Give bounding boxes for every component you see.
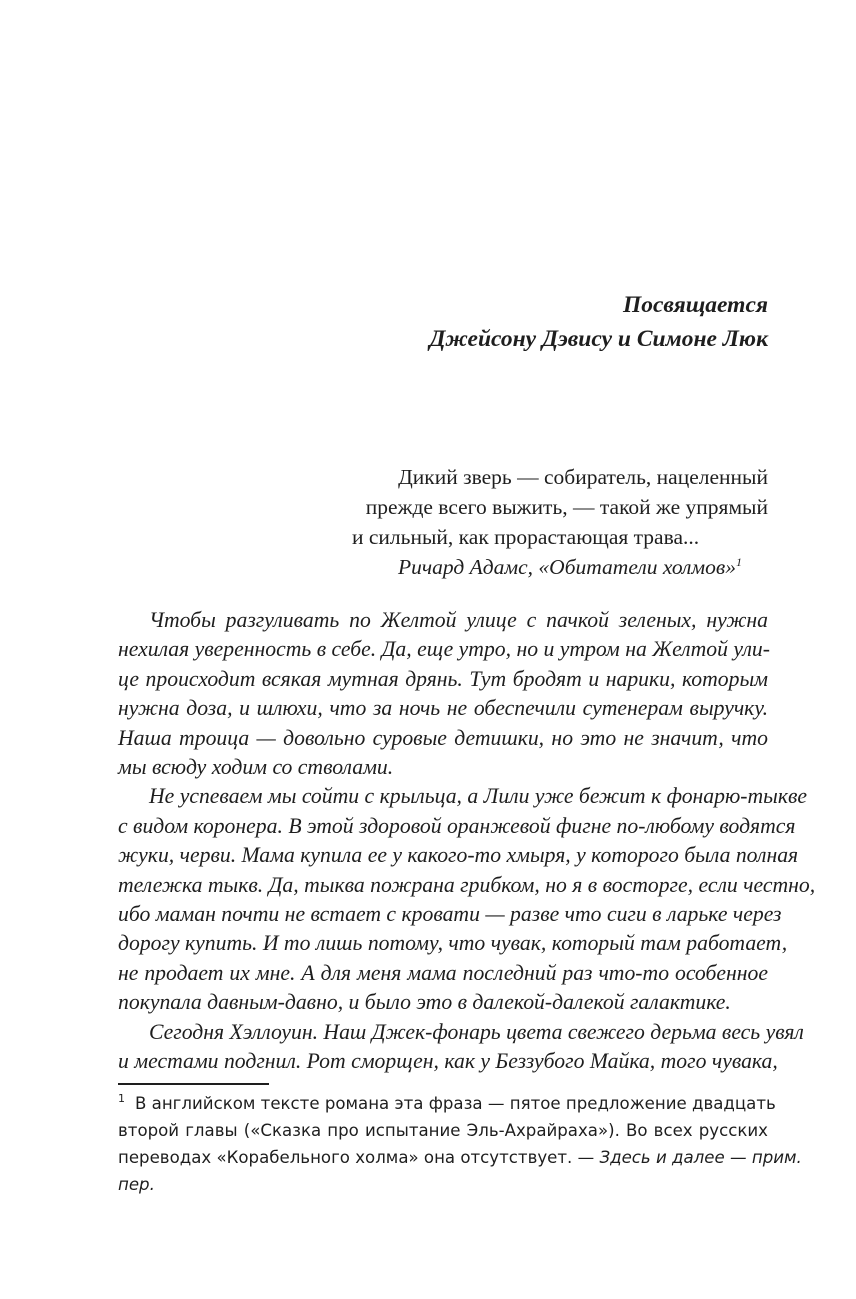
body-line: Наша троица — довольно суровые детишки, но это не значит, что [118, 725, 768, 750]
body-line: Не успеваем мы сойти с крыльца, а Лили уже бежит к фонарю-тыкве [149, 784, 808, 809]
body-line: и местами подгнил. Рот сморщен, как у Беззубого Майка, того чувака, [118, 1049, 778, 1074]
body-line: це происходит всякая мутная дрянь. Тут бродят и нарики, которым [118, 666, 768, 691]
body-line: с видом коронера. В этой здоровой оранжевой фигне по-любому водятся [118, 813, 796, 838]
body-line: не продает их мне. А для меня мама последний раз что-то особенное [118, 960, 768, 985]
epigraph-attribution-text: Ричард Адамс, «Обитатели холмов» [398, 555, 736, 579]
footnote-line-1 [118, 1090, 776, 1117]
dedication-line-1: Посвящается [622, 292, 768, 318]
body-line: Чтобы разгуливать по Желтой улице с пачкой зеленых, нужна [149, 608, 768, 632]
footnote-line-3-italic: Здесь и далее — прим. [599, 1148, 802, 1167]
body-line: Сегодня Хэллоуин. Наш Джек-фонарь цвета свежего дерьма весь увял [149, 1019, 804, 1044]
body-line: тележка тыкв. Да, тыква пожрана грибком, но я в восторге, если честно, [118, 872, 816, 897]
epigraph-line-1: Дикий зверь — собиратель, нацеленный [398, 465, 768, 489]
footnote-divider [118, 1083, 269, 1085]
body-line: покупала давным-давно, и было это в далекой-далекой галактике. [118, 990, 731, 1015]
epigraph-line-3: и сильный, как прорастающая трава... [352, 525, 700, 549]
body-line: жуки, черви. Мама купила ее у какого-то хмыря, у которого была полная [118, 843, 799, 868]
body-line: мы всюду ходим со стволами. [118, 755, 394, 780]
body-line: ибо маман почти не встает с кровати — разве что сиги в ларьке через [118, 902, 782, 927]
body-line: нехилая уверенность в себе. Да, еще утро, но и утром на Желтой ули- [118, 637, 770, 662]
footnote-mark: 1 [118, 1092, 125, 1106]
epigraph-attribution [352, 552, 768, 582]
dedication [208, 288, 768, 356]
body-text [118, 606, 816, 1077]
footnote-reference[interactable]: 1 [736, 554, 742, 569]
footnote-line-2: второй главы («Сказка про испытание Эль-Ахрайраха»). Во всех русских [118, 1121, 768, 1140]
body-line: дорогу купить. И то лишь потому, что чувак, который там работает, [118, 931, 788, 956]
epigraph [352, 462, 768, 582]
footnote-line-3-text: переводах «Корабельного холма» она отсутствует. — [118, 1148, 600, 1167]
footnote-line-4: пер. [118, 1175, 155, 1194]
footnote-line-1-text: В английском тексте романа эта фраза — пятое предложение двадцать [135, 1094, 776, 1113]
footnote-line-3 [118, 1144, 802, 1171]
dedication-line-2: Джейсону Дэвису и Симоне Люк [429, 326, 768, 352]
footnote [118, 1090, 802, 1198]
epigraph-line-2: прежде всего выжить, — такой же упрямый [365, 495, 768, 519]
body-line: нужна доза, и шлюхи, что за ночь не обеспечили сутенерам выручку. [118, 696, 768, 721]
